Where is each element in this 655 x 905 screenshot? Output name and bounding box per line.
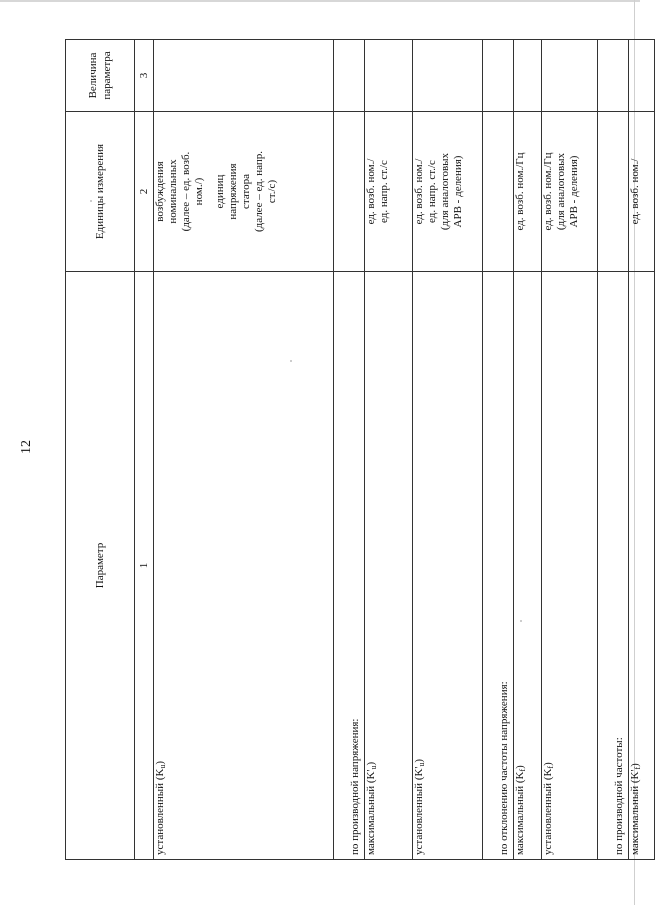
value-cell: [365, 40, 413, 112]
units-cell: ед. возб. ном./: [629, 112, 655, 272]
section-label: по производной напряжения:: [334, 272, 365, 860]
table-row: [413, 40, 483, 860]
header-parameter: Параметр: [66, 272, 135, 860]
table-row: [629, 40, 655, 860]
parameters-table: [65, 39, 655, 860]
table-row: [365, 40, 413, 860]
units-cell: ед. возб. ном./ ед. напр. ст./с: [365, 112, 413, 272]
scan-edge-top: [0, 0, 640, 2]
column-number-row: [135, 40, 154, 860]
table-row: [154, 40, 334, 860]
units-cell: ед. возб. ном./Гц: [514, 112, 542, 272]
page-number: 12: [19, 440, 34, 454]
section-row: [483, 40, 514, 860]
value-cell: [629, 40, 655, 112]
column-number: 3: [135, 40, 154, 112]
value-cell: [542, 40, 598, 112]
units-cell: ед. возб. ном./Гц (для аналоговых АРВ - деления): [542, 112, 598, 272]
param-cell: максимальный (Kf): [514, 272, 542, 860]
section-label: по отклонению частоты напряжения:: [483, 272, 514, 860]
param-cell: установленный (Ku): [154, 272, 334, 860]
param-cell: установленный (Kf): [542, 272, 598, 860]
rotated-table-container: [65, 40, 642, 860]
table-header-row: [66, 40, 135, 860]
section-label: по производной частоты:: [598, 272, 629, 860]
value-cell: [514, 40, 542, 112]
column-number: 2: [135, 112, 154, 272]
header-units: Единицы измерения: [66, 112, 135, 272]
value-cell: [154, 40, 334, 112]
column-number: 1: [135, 272, 154, 860]
param-cell: установленный (K'u): [413, 272, 483, 860]
value-cell: [413, 40, 483, 112]
table-row: [514, 40, 542, 860]
units-cell: ед. возб. ном./ ед. напр. ст./с (для аналоговых АРВ - деления): [413, 112, 483, 272]
param-cell: максимальный (K'f): [629, 272, 655, 860]
header-value: Величина параметра: [66, 40, 135, 112]
section-row: [598, 40, 629, 860]
table-row: [542, 40, 598, 860]
units-cell: возбуждения номинальных (далее – ед. возб. ном./) единиц напряжения статора (далее – ед. напр. ст./с): [154, 112, 334, 272]
param-cell: максимальный (K'u): [365, 272, 413, 860]
section-row: [334, 40, 365, 860]
